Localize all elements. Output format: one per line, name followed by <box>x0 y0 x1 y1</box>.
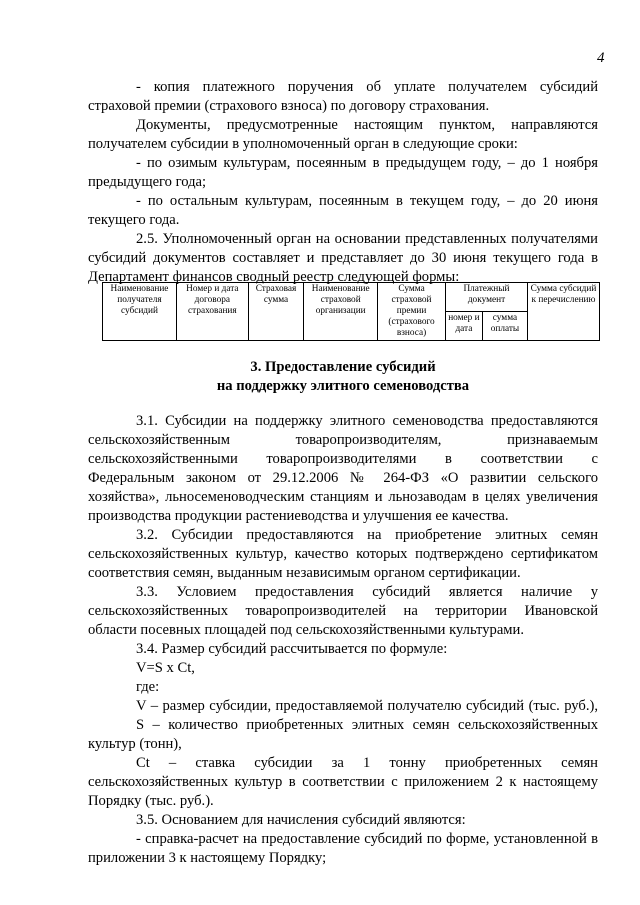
paragraph-line: сельскохозяйственных товаропроизводителей на территории Ивановской <box>88 603 598 619</box>
paragraph-line: культур (тонн), <box>88 736 182 752</box>
header-recipient-name: Наименование получателя субсидий <box>103 283 177 341</box>
paragraph-line: текущего года. <box>88 212 180 228</box>
paragraph-line: Порядку (тыс. руб.). <box>88 793 214 809</box>
paragraph-line: 3.4. Размер субсидий рассчитывается по формуле: <box>136 641 448 657</box>
paragraph-line: - по остальным культурам, посеянным в текущем году, – до 20 июня <box>136 193 598 209</box>
header-payment-sum: сумма оплаты <box>482 312 527 341</box>
paragraph-line: соответствия семян, выданным независимым органом сертификации. <box>88 565 521 581</box>
paragraph-line: приложении 3 к настоящему Порядку; <box>88 850 327 866</box>
header-payment-number-date: номер и дата <box>445 312 482 341</box>
paragraph-line: 3.2. Субсидии предоставляются на приобретение элитных семян <box>136 527 598 543</box>
header-payment-document: Платежный документ <box>445 283 527 312</box>
page-number: 4 <box>597 50 605 66</box>
paragraph-line: Документы, предусмотренные настоящим пунктом, направляются <box>136 117 598 133</box>
paragraph-line: 3.5. Основанием для начисления субсидий являются: <box>136 812 466 828</box>
paragraph-line: страховой премии (страхового взноса) по договору страхования. <box>88 98 490 114</box>
summary-register-table <box>102 282 600 341</box>
paragraph-line: 3.3. Условием предоставления субсидий является наличие у <box>136 584 598 600</box>
formula: V=S x Ct, <box>136 660 195 676</box>
paragraph-line: 2.5. Уполномоченный орган на основании представленных получателями <box>136 231 598 247</box>
header-contract-number-date: Номер и дата договора страхования <box>176 283 248 341</box>
paragraph-line: - копия платежного поручения об уплате получателем субсидий <box>136 79 598 95</box>
paragraph-line: сельскохозяйственным товаропроизводителям, признаваемым <box>88 432 598 448</box>
paragraph-line: получателем субсидии в уполномоченный орган в следующие сроки: <box>88 136 518 152</box>
paragraph-line: Ct – ставка субсидии за 1 тонну приобретенных семян <box>136 755 598 771</box>
paragraph-line: 3.1. Субсидии на поддержку элитного семеноводства предоставляются <box>136 413 598 429</box>
paragraph-line: сельскохозяйственных культур, качество которых подтверждено сертификатом <box>88 546 598 562</box>
paragraph-line: Федеральным законом от 29.12.2006 № 264-ФЗ «О развитии сельского <box>88 470 598 486</box>
header-insurer-name: Наименование страховой организации <box>304 283 378 341</box>
section-title: 3. Предоставление субсидий <box>250 359 436 375</box>
paragraph-line: области посевных площадей под сельскохозяйственными культурами. <box>88 622 524 638</box>
paragraph-line: - по озимым культурам, посеянным в предыдущем году, – до 1 ноября <box>136 155 598 171</box>
paragraph-line: V – размер субсидии, предоставляемой получателю субсидий (тыс. руб.), <box>136 698 598 714</box>
paragraph-line: сельскохозяйственными товаропроизводителями в соответствии с <box>88 451 598 467</box>
paragraph-line: производства продукции растениеводства и улучшения ее качества. <box>88 508 509 524</box>
paragraph-line: Департамент финансов сводный реестр следующей формы: <box>88 269 460 285</box>
paragraph-line: субсидий документов составляет и представляет до 30 июня текущего года в <box>88 250 598 266</box>
header-insured-sum: Страховая сумма <box>248 283 303 341</box>
header-subsidy-sum: Сумма субсидий к перечислению <box>528 283 600 341</box>
header-premium-sum: Сумма страховой премии (страхового взноса) <box>378 283 446 341</box>
paragraph-line: хозяйства», льносеменоводческим станциям и льнозаводам в целях увеличения <box>88 489 598 505</box>
paragraph-line: - справка-расчет на предоставление субсидий по форме, установленной в <box>136 831 598 847</box>
paragraph-line: предыдущего года; <box>88 174 207 190</box>
paragraph-line: сельскохозяйственных культур в соответствии с приложением 2 к настоящему <box>88 774 598 790</box>
section-subtitle: на поддержку элитного семеноводства <box>216 378 470 394</box>
paragraph-line: где: <box>136 679 160 695</box>
paragraph-line: S – количество приобретенных элитных семян сельскохозяйственных <box>136 717 598 733</box>
